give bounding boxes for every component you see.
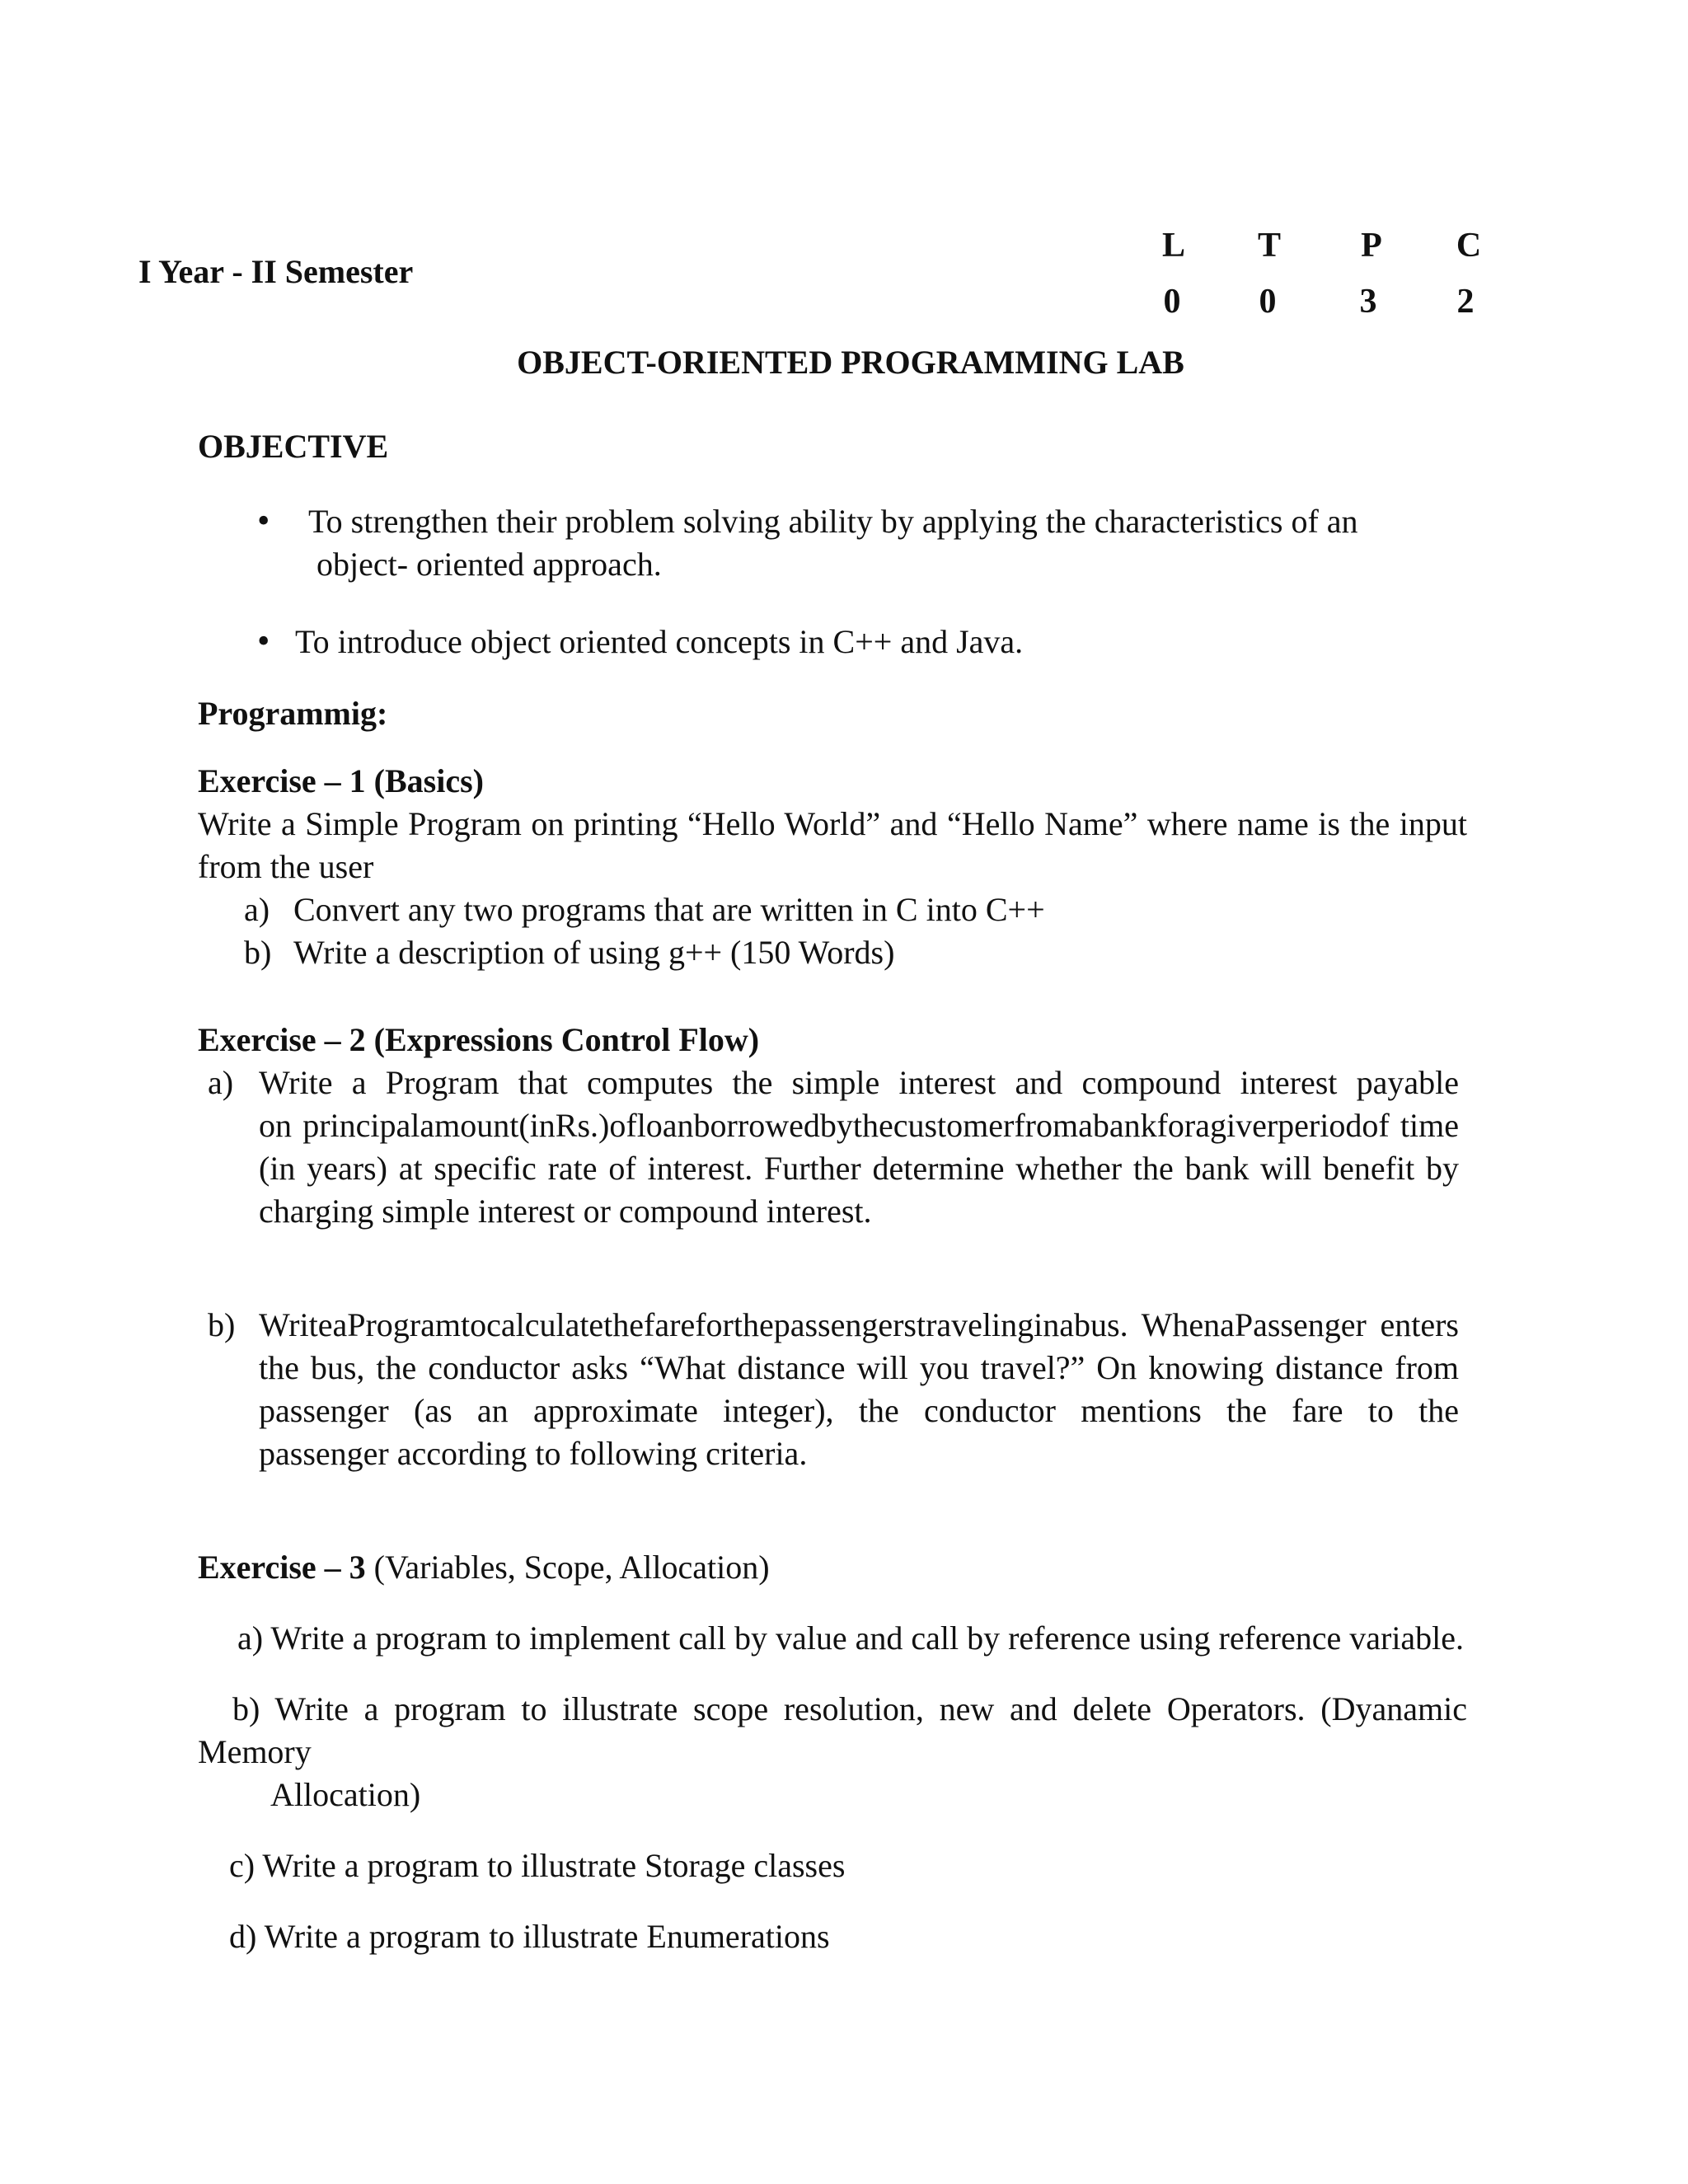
exercise-2-item-a-marker: a)	[208, 1064, 234, 1101]
page-title-text: OBJECT-ORIENTED PROGRAMMING LAB	[517, 344, 1184, 381]
exercise-3-item-c: c) Write a program to illustrate Storage classes	[229, 1847, 846, 1884]
exercise-1-item-a-marker: a)	[244, 891, 270, 928]
exercise-1-item-b: Write a description of using g++ (150 Words)	[293, 934, 895, 971]
exercise-3-item-b-line-3: Allocation)	[270, 1776, 421, 1813]
credit-value-c: 2	[1456, 283, 1475, 321]
semester-label: I Year - II Semester	[138, 253, 414, 290]
exercise-3-heading-rest: (Variables, Scope, Allocation)	[365, 1549, 770, 1586]
exercise-3-item-b-line-1: b) Write a program to illustrate scope resolution, new and delete Operators. (Dyanamic	[232, 1690, 1467, 1727]
bullet-dot-icon: •	[257, 500, 270, 541]
exercise-3-heading-bold: Exercise – 3	[198, 1549, 366, 1586]
exercise-3-item-a: a) Write a program to implement call by value and call by reference using reference variable.	[237, 1619, 1465, 1657]
exercise-1-item-a: Convert any two programs that are written in C into C++	[293, 891, 1045, 928]
exercise-1-heading: Exercise – 1 (Basics)	[198, 762, 484, 799]
exercise-2-item-b-line-3: passenger (as an approximate integer), the conductor mentions the fare to the	[259, 1392, 1459, 1429]
exercise-2-item-a-line-4: charging simple interest or compound interest.	[259, 1193, 872, 1230]
exercise-2-item-b-marker: b)	[208, 1306, 236, 1343]
exercise-1-intro-line-1: Write a Simple Program on printing “Hello World” and “Hello Name” where name is the input	[198, 805, 1467, 842]
credit-label-p: P	[1361, 227, 1382, 265]
page-title	[0, 341, 1688, 384]
objective-heading: OBJECTIVE	[198, 428, 389, 465]
exercise-2-item-b-line-1: WriteaProgramtocalculatethefareforthepassengerstravelinginabus. WhenaPassenger enters	[259, 1306, 1459, 1343]
credit-value-l: 0	[1163, 283, 1181, 321]
exercise-2-heading: Exercise – 2 (Expressions Control Flow)	[198, 1021, 760, 1058]
exercise-2-item-b-line-2: the bus, the conductor asks “What distance will you travel?” On knowing distance from	[259, 1349, 1459, 1386]
exercise-3-item-b-line-2: Memory	[198, 1733, 312, 1770]
exercise-2-item-a-line-2: on principalamount(inRs.)ofloanborrowedbythecustomerfromabankforagiverperiodof time	[259, 1107, 1459, 1144]
credit-label-l: L	[1161, 227, 1185, 265]
exercise-3-item-d: d) Write a program to illustrate Enumerations	[229, 1918, 830, 1955]
objective-bullet-2: To introduce object oriented concepts in C++ and Java.	[295, 623, 1024, 660]
exercise-3-heading	[198, 1546, 770, 1589]
objective-bullet-1-line-2: object- oriented approach.	[316, 546, 662, 583]
exercise-1-item-b-marker: b)	[244, 934, 272, 971]
programming-heading: Programmig:	[198, 695, 388, 732]
exercise-1-intro-line-2: from the user	[198, 848, 374, 885]
credit-label-t: T	[1257, 227, 1281, 265]
credit-value-p: 3	[1359, 283, 1377, 321]
exercise-2-item-a-line-1: Write a Program that computes the simple interest and compound interest payable	[259, 1064, 1459, 1101]
exercise-2-item-a-line-3: (in years) at specific rate of interest. Further determine whether the bank will benefit by	[259, 1150, 1459, 1187]
bullet-dot-icon: •	[257, 621, 270, 661]
credit-value-t: 0	[1259, 283, 1277, 321]
credit-label-c: C	[1456, 227, 1482, 265]
objective-bullet-1-line-1: To strengthen their problem solving ability by applying the characteristics of an	[308, 503, 1358, 540]
exercise-2-item-b-line-4: passenger according to following criteria.	[259, 1435, 808, 1472]
